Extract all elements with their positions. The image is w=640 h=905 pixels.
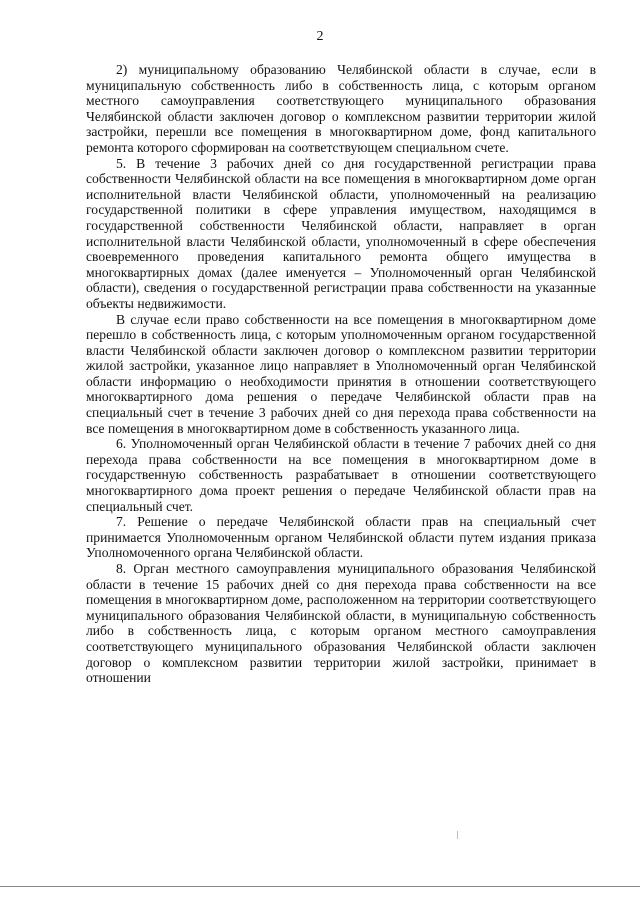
document-body [86,62,596,686]
paragraph-clause-5-continuation: В случае если право собственности на все помещения в многоквартирном доме перешло в собственность лица, с которым уполномоченным органом государственной власти Челябинской области заключен договор о комплексном развитии территории жилой застройки, указанное лицо направляет в Уполномоченный орган Челябинской области информацию о необходимости принятия в отношении соответствующего многоквартирного дома решения о передаче Челябинской области прав на специальный счет в течение 3 рабочих дней со дня перехода права собственности на все помещения в многоквартирном доме в собственность указанного лица. [86,311,596,436]
paragraph-item-2: 2) муниципальному образованию Челябинской области в случае, если в муниципальную собственность либо в собственность лица, с которым органом местного самоуправления соответствующего муниципального образования Челябинской области заключен договор о комплексном развитии территории жилой застройки, перешли все помещения в многоквартирном доме, фонд капитального ремонта которого сформирован на соответствующем специальном счете. [86,62,596,155]
paragraph-clause-8: 8. Орган местного самоуправления муниципального образования Челябинской области в течение 15 рабочих дней со дня перехода права собственности на все помещения в многоквартирном доме, расположенном на территории соответствующего муниципального образования Челябинской области, в муниципальную собственность либо в собственность лица, с которым органом местного самоуправления соответствующего муниципального образования Челябинской области заключен договор о комплексном развитии территории жилой застройки, принимает в отношении [86,561,596,686]
scan-speck [457,831,458,839]
paragraph-clause-7: 7. Решение о передаче Челябинской области прав на специальный счет принимается Уполномоченным органом Челябинской области путем издания приказа Уполномоченного органа Челябинской области. [86,514,596,561]
paragraph-clause-5: 5. В течение 3 рабочих дней со дня государственной регистрации права собственности Челябинской области на все помещения в многоквартирном доме орган исполнительной власти Челябинской области, уполномоченный на реализацию государственной политики в сфере управления имуществом, находящимся в государственной собственности Челябинской области, направляет в орган исполнительной власти Челябинской области, уполномоченный в сфере обеспечения своевременного проведения капитального ремонта общего имущества в многоквартирных домах (далее именуется – Уполномоченный орган Челябинской области), сведения о государственной регистрации права собственности на указанные объекты недвижимости. [86,155,596,311]
scan-bottom-edge [0,886,640,887]
page-number: 2 [316,29,324,44]
paragraph-clause-6: 6. Уполномоченный орган Челябинской области в течение 7 рабочих дней со дня перехода права собственности на все помещения в многоквартирном доме в государственную собственность разрабатывает в отношении соответствующего многоквартирного дома проект решения о передаче Челябинской области прав на специальный счет. [86,436,596,514]
